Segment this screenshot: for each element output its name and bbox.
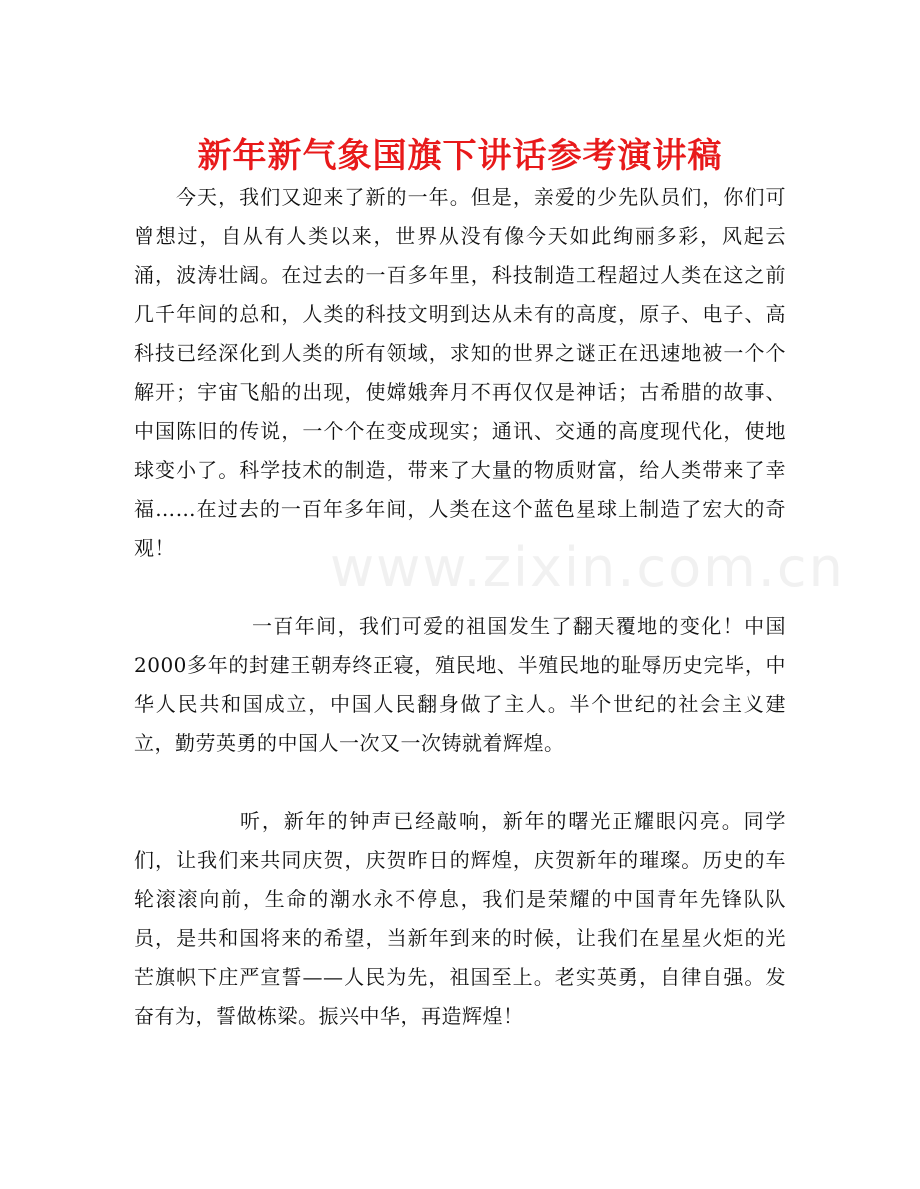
paragraph-3: 听，新年的钟声已经敲响，新年的曙光正耀眼闪亮。同学们，让我们来共同庆贺，庆贺昨日的辉煌，庆贺新年的璀璨。历史的车轮滚滚向前，生命的潮水永不停息，我们是荣耀的中国青年先锋队队员，是共和国将来的希望，当新年到来的时候，让我们在星星火炬的光芒旗帜下庄严宣誓——人民为先，祖国至上。老实英勇，自律自强。发奋有为，誓做栋梁。振兴中华，再造辉煌！ xyxy=(134,809,786,1028)
watermark-text: www.zixin.com.cn xyxy=(330,536,845,599)
paragraph-2: 一百年间，我们可爱的祖国发生了翻天覆地的变化！中国2000多年的封建王朝寿终正寝，殖民地、半殖民地的耻辱历史完毕，中华人民共和国成立，中国人民翻身做了主人。半个世纪的社会主义建立，勤劳英勇的中国人一次又一次铸就着辉煌。 xyxy=(134,614,786,755)
paragraph-1: 今天，我们又迎来了新的一年。但是，亲爱的少先队员们，你们可曾想过，自从有人类以来，世界从没有像今天如此绚丽多彩，风起云涌，波涛壮阔。在过去的一百多年里，科技制造工程超过人类在这之前几千年间的总和，人类的科技文明到达从未有的高度，原子、电子、高科技已经深化到人类的所有领域，求知的世界之谜正在迅速地被一个个解开；宇宙飞船的出现，使嫦娥奔月不再仅仅是神话；古希腊的故事、中国陈旧的传说，一个个在变成现实；通讯、交通的高度现代化，使地球变小了。科学技术的制造，带来了大量的物质财富，给人类带来了幸福……在过去的一百年多年间，人类在这个蓝色星球上制造了宏大的奇观！ xyxy=(134,185,786,560)
document-title: 新年新气象国旗下讲话参考演讲稿 xyxy=(197,136,723,176)
